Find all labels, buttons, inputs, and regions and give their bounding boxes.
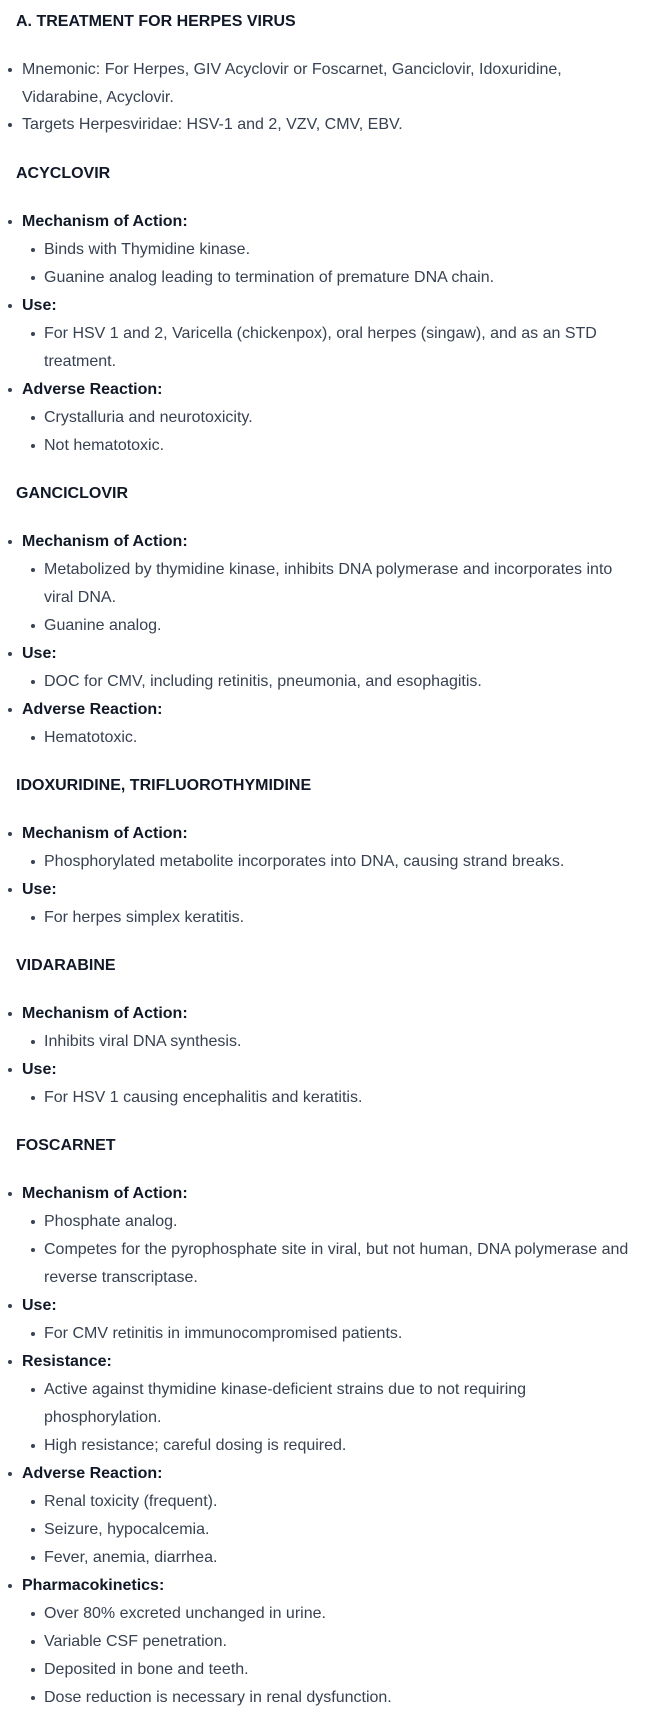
bullet: [8, 1584, 12, 1588]
subitem-text: Not hematotoxic.: [44, 437, 165, 454]
sub-bullet: [31, 444, 35, 448]
bullet: [8, 1192, 12, 1196]
subitem-text: For herpes simplex keratitis.: [44, 909, 245, 926]
item-label: Use:: [22, 1297, 57, 1314]
item-label: Use:: [22, 1061, 57, 1078]
subitem-text: [44, 324, 597, 344]
section-heading: A. TREATMENT FOR HERPES VIRUS: [16, 13, 296, 30]
sub-bullet: [31, 860, 35, 864]
subitem-text: Phosphate analog.: [44, 1213, 178, 1230]
section-heading: IDOXURIDINE, TRIFLUOROTHYMIDINE: [16, 777, 312, 794]
subitem-text: [44, 560, 612, 580]
sub-bullet: [31, 1220, 35, 1224]
bullet: [8, 1012, 12, 1016]
sub-bullet: [31, 680, 35, 684]
bullet: [8, 1068, 12, 1072]
sub-bullet: [31, 1556, 35, 1560]
subitem-text: Binds with Thymidine kinase.: [44, 241, 251, 258]
bullet: [8, 1304, 12, 1308]
section-heading: FOSCARNET: [16, 1137, 116, 1154]
bullet: [8, 388, 12, 392]
sub-bullet: [31, 1696, 35, 1700]
subitem-text-continued: [44, 588, 116, 608]
text-line-2: reverse transcriptase.: [44, 1269, 198, 1286]
sub-bullet: [31, 1040, 35, 1044]
list-item-text: [22, 60, 562, 80]
subitem-text: Guanine analog.: [44, 617, 162, 634]
sub-bullet: [31, 736, 35, 740]
item-label: Adverse Reaction:: [22, 1465, 163, 1482]
subitem-text: Crystalluria and neurotoxicity.: [44, 409, 253, 426]
text-line-1: Competes for the pyrophosphate site in viral, but not human, DNA polymerase and: [44, 1241, 629, 1258]
item-label: Use:: [22, 297, 57, 314]
bullet: [8, 708, 12, 712]
subitem-text-continued: [44, 1408, 161, 1428]
bullet: [8, 888, 12, 892]
subitem-text: [44, 1240, 628, 1260]
item-label: Mechanism of Action:: [22, 533, 188, 550]
sub-bullet: [31, 1388, 35, 1392]
subitem-text: Seizure, hypocalcemia.: [44, 1521, 210, 1538]
sub-bullet: [31, 568, 35, 572]
text-line-1: For HSV 1 and 2, Varicella (chickenpox), oral herpes (singaw), and as an STD: [44, 325, 597, 342]
text-line-2: phosphorylation.: [44, 1409, 162, 1426]
sub-bullet: [31, 416, 35, 420]
bullet: [8, 123, 12, 127]
subitem-text: For CMV retinitis in immunocompromised patients.: [44, 1325, 403, 1342]
subitem-text: High resistance; careful dosing is required.: [44, 1437, 347, 1454]
subitem-text: Fever, anemia, diarrhea.: [44, 1549, 218, 1566]
subitem-text: [44, 1380, 526, 1400]
sub-bullet: [31, 1444, 35, 1448]
bullet: [8, 832, 12, 836]
sub-bullet: [31, 1528, 35, 1532]
item-label: Adverse Reaction:: [22, 701, 163, 718]
subitem-text: Hematotoxic.: [44, 729, 138, 746]
section-heading: ACYCLOVIR: [16, 165, 111, 182]
item-label: Adverse Reaction:: [22, 381, 163, 398]
subitem-text: Inhibits viral DNA synthesis.: [44, 1033, 242, 1050]
text-line-2: Vidarabine, Acyclovir.: [22, 89, 174, 106]
bullet: [8, 652, 12, 656]
subitem-text: Over 80% excreted unchanged in urine.: [44, 1605, 326, 1622]
section-heading: VIDARABINE: [16, 957, 116, 974]
list-item-text: Targets Herpesviridae: HSV-1 and 2, VZV, CMV, EBV.: [22, 116, 403, 133]
bullet: [8, 220, 12, 224]
bullet: [8, 540, 12, 544]
sub-bullet: [31, 248, 35, 252]
item-label: Mechanism of Action:: [22, 825, 188, 842]
item-label: Mechanism of Action:: [22, 1185, 188, 1202]
text-line-1: Mnemonic: For Herpes, GIV Acyclovir or Foscarnet, Ganciclovir, Idoxuridine,: [22, 61, 562, 78]
bullet: [8, 68, 12, 72]
item-label: Pharmacokinetics:: [22, 1577, 165, 1594]
bullet: [8, 1472, 12, 1476]
text-line-1: Metabolized by thymidine kinase, inhibits DNA polymerase and incorporates into: [44, 561, 613, 578]
item-label: Use:: [22, 645, 57, 662]
item-label: Resistance:: [22, 1353, 112, 1370]
sub-bullet: [31, 624, 35, 628]
item-label: Mechanism of Action:: [22, 1005, 188, 1022]
subitem-text: Deposited in bone and teeth.: [44, 1661, 249, 1678]
sub-bullet: [31, 1096, 35, 1100]
subitem-text: DOC for CMV, including retinitis, pneumonia, and esophagitis.: [44, 673, 482, 690]
sub-bullet: [31, 1668, 35, 1672]
subitem-text: Variable CSF penetration.: [44, 1633, 227, 1650]
text-line-2: viral DNA.: [44, 589, 117, 606]
sub-bullet: [31, 1612, 35, 1616]
subitem-text: Phosphorylated metabolite incorporates into DNA, causing strand breaks.: [44, 853, 565, 870]
item-label: Mechanism of Action:: [22, 213, 188, 230]
text-line-1: Active against thymidine kinase-deficient strains due to not requiring: [44, 1381, 527, 1398]
sub-bullet: [31, 332, 35, 336]
sub-bullet: [31, 1332, 35, 1336]
section-heading: GANCICLOVIR: [16, 485, 128, 502]
item-label: Use:: [22, 881, 57, 898]
sub-bullet: [31, 1248, 35, 1252]
subitem-text-continued: [44, 352, 116, 372]
subitem-text: Guanine analog leading to termination of premature DNA chain.: [44, 269, 495, 286]
sub-bullet: [31, 916, 35, 920]
subitem-text-continued: [44, 1268, 198, 1288]
bullet: [8, 1360, 12, 1364]
bullet: [8, 304, 12, 308]
list-item-text-continued: [22, 88, 174, 108]
sub-bullet: [31, 276, 35, 280]
text-line-2: treatment.: [44, 353, 117, 370]
subitem-text: Dose reduction is necessary in renal dysfunction.: [44, 1689, 392, 1706]
subitem-text: For HSV 1 causing encephalitis and keratitis.: [44, 1089, 363, 1106]
sub-bullet: [31, 1500, 35, 1504]
subitem-text: Renal toxicity (frequent).: [44, 1493, 218, 1510]
sub-bullet: [31, 1640, 35, 1644]
